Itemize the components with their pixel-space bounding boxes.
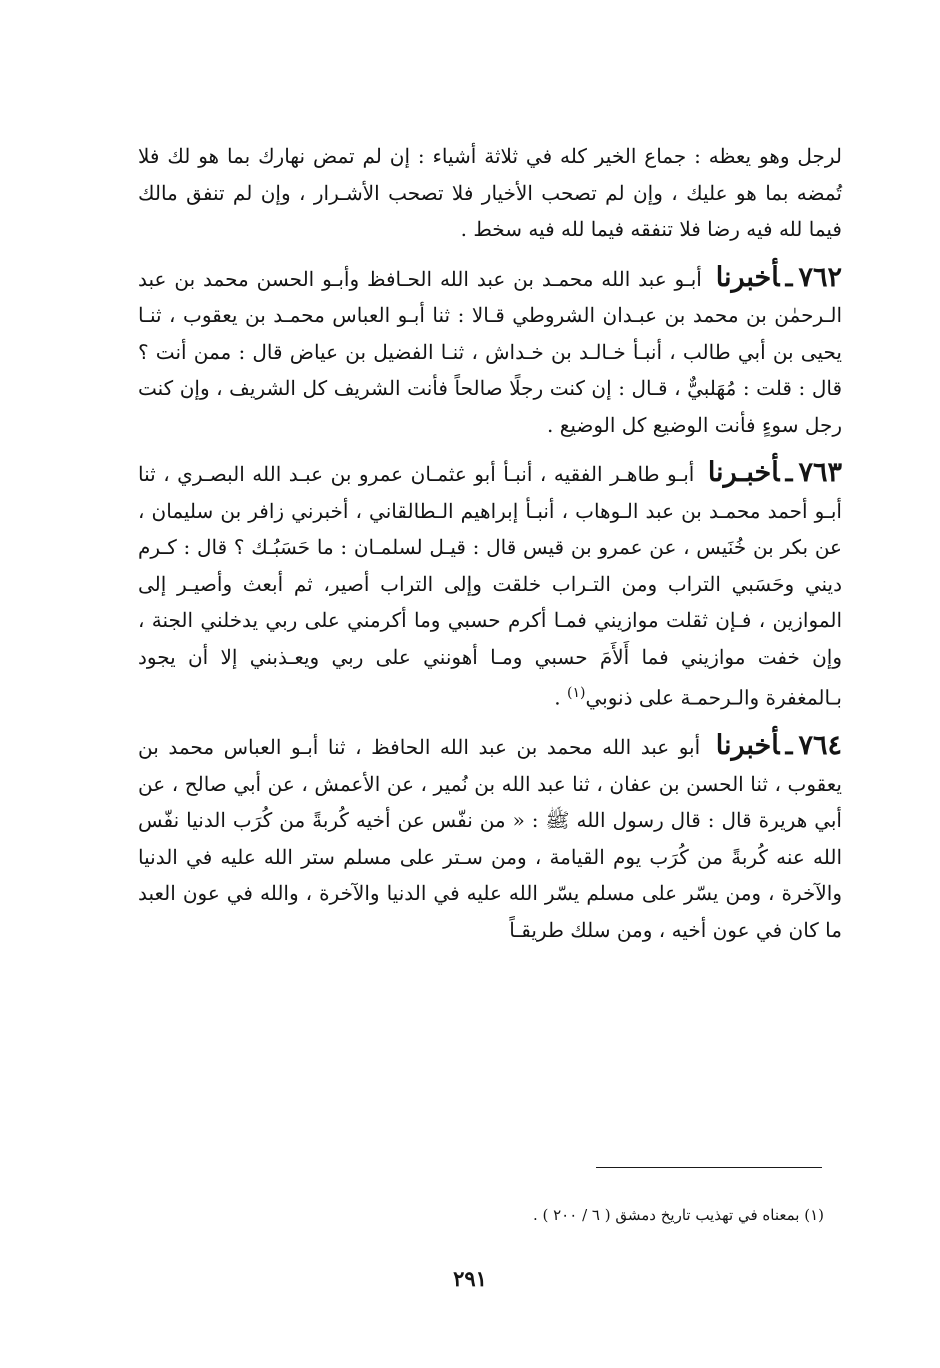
footnote-separator: [596, 1167, 822, 1168]
intro-paragraph: لرجل وهو يعظه : جماع الخير كله في ثلاثة أشياء : إن لم تمض نهارك بما هو لك فلا تُمضه بما هو عليك ، وإن لم تصحب الأخيار فلا تصحب الأشـرار ، وإن لم تنفق مالك فيما لله فيه رضا فلا تنفقه فيما لله فيه سخط .: [138, 144, 842, 241]
footnote-marker: (١): [567, 685, 586, 701]
entry-text: أبـو عبد الله محمـد بن عبد الله الحـافظ وأبـو الحسن محمد بن عبد الـرحمٰن بن محمد بن عبـدان الشروطي قـالا : ثنا أبـو العباس محمـد بن يعقوب ، ثنـا يحيى بن أبي طالب ، أنبـأ خـالـد بن خـداش ، ثنـا الفضيل بن عياض قال : ممن أنت ؟ قال : قلت : مُهَلبيٌّ ، قـال : إن كنت رجلًا صالحاً فأنت الشريف كل الشريف ، وإن كنت رجل سوءٍ فأنت الوضيع كل الوضيع .: [138, 266, 842, 437]
page-number: ٢٩١: [453, 1266, 487, 1291]
entry-dash: ـ: [785, 458, 793, 487]
hadith-entry-764: [138, 728, 842, 948]
entry-dash: ـ: [785, 731, 793, 761]
entry-number: ٧٦٣: [798, 457, 842, 488]
entry-heading: أخبرنا: [715, 730, 780, 762]
footnote: (١) بمعناه في تهذيب تاريخ دمشق ( ٦ / ٢٠٠ ) .: [532, 1206, 824, 1224]
entry-dash: ـ: [785, 262, 793, 292]
entry-number: ٧٦٤: [798, 730, 843, 762]
entry-heading: أخبرنا: [715, 261, 780, 293]
entry-text: أبـو طاهـر الفقيه ، أنبـأ أبو عثمـان عمرو بن عبـد الله البصـري ، ثنا أبـو أحمد محمـد بن عبد الـوهاب ، أنبـأ إبراهيم الـطالقاني ، أخبرني زافر بن سليمان ، عن بكر بن خُنَيس ، عن عمرو بن قيس قال : قيـل لسلمـان : ما حَسَبُـك ؟ قال : كـرم ديني وحَسَبي التراب ومن التـراب خلقت وإلى التراب أصير، ثم أبعث وأصيـر إلى الموازين ، فـإن ثقلت موازيني فمـا أكرم حسبي وما أكرمني على ربي يدخلني الجنة ، وإن خفت موازيني فما أَلأَمَ حسبي ومـا أهونني على ربي ويعـذبني إلا أن يجود بـالمغفرة والـرحمـة على ذنوبي: [138, 462, 842, 710]
entry-number: ٧٦٢: [798, 261, 842, 293]
entry-text: أبو عبد الله محمد بن عبد الله الحافظ ، ثنا أبـو العباس محمد بن يعقوب ، ثنا الحسن بن عفان ، ثنا عبد الله بن نُمير ، عن الأعمش ، عن أبي صالح ، عن أبي هريرة قال : قال رسول الله ﷺ : « من نفّس عن أخيه كُربةً من كُرَب الدنيا نفّس الله عنه كُربةً من كُرَب يوم القيامة ، ومن سـتر على مسلم ستر الله عليه في الدنيا والآخرة ، ومن يسّر على مسلم يسّر الله عليه في الدنيا والآخرة ، والله في عون العبد ما كان في عون أخيه ، ومن سلك طريقـاً: [138, 735, 843, 942]
page-body: [138, 138, 842, 948]
hadith-entry-762: [138, 260, 842, 444]
entry-tail: .: [554, 685, 568, 710]
entry-heading: أخبـرنا: [707, 457, 780, 488]
hadith-entry-763: [138, 455, 842, 716]
